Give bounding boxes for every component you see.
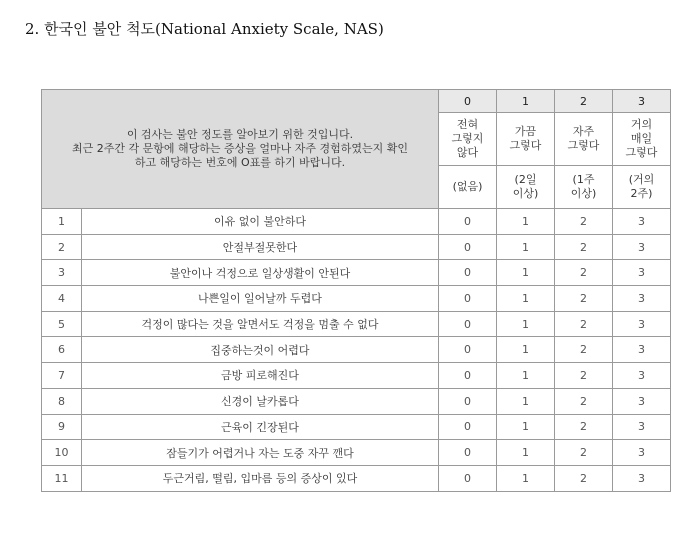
score-cell[interactable]: 0 [439,363,497,389]
item-number: 3 [42,260,82,286]
score-cell[interactable]: 2 [555,234,613,260]
table-row [42,414,671,440]
column-label-line: 매일 [630,132,653,145]
column-period-line: (1주 [572,173,595,186]
column-label [613,113,671,166]
score-cell[interactable]: 3 [613,337,671,363]
column-label-line: 그렇다 [567,139,600,152]
table-row [42,260,671,286]
item-number: 1 [42,209,82,235]
table-row [42,440,671,466]
column-label-line: 자주 [572,125,595,138]
column-code: 0 [439,90,497,113]
score-cell[interactable]: 2 [555,311,613,337]
column-label-line: 그렇다 [509,139,542,152]
item-number: 8 [42,388,82,414]
score-cell[interactable]: 0 [439,311,497,337]
score-cell[interactable]: 0 [439,209,497,235]
table-row [42,286,671,312]
column-period-line: (없음) [452,180,483,193]
column-period-line: 이상) [570,187,597,200]
instruction-line: 하고 해당하는 번호에 O표를 하기 바랍니다. [134,156,346,169]
document-title: 2. 한국인 불안 척도(National Anxiety Scale, NAS) [25,20,384,38]
score-cell[interactable]: 3 [613,311,671,337]
item-text: 안절부절못한다 [82,234,439,260]
score-cell[interactable]: 0 [439,234,497,260]
score-cell[interactable]: 1 [497,337,555,363]
score-cell[interactable]: 0 [439,465,497,491]
score-cell[interactable]: 2 [555,440,613,466]
column-label [555,113,613,166]
score-cell[interactable]: 3 [613,440,671,466]
instruction-line: 최근 2주간 각 문항에 해당하는 증상을 얼마나 자주 경험하였는지 확인 [72,142,408,155]
column-period [613,166,671,209]
table-row [42,465,671,491]
score-cell[interactable]: 0 [439,286,497,312]
item-text: 금방 피로해진다 [82,363,439,389]
instruction-line: 이 검사는 불안 정도를 알아보기 위한 것입니다. [126,128,354,141]
item-number: 11 [42,465,82,491]
score-cell[interactable]: 3 [613,234,671,260]
score-cell[interactable]: 1 [497,311,555,337]
score-cell[interactable]: 1 [497,209,555,235]
score-cell[interactable]: 2 [555,465,613,491]
score-cell[interactable]: 3 [613,260,671,286]
score-cell[interactable]: 3 [613,414,671,440]
score-cell[interactable]: 1 [497,440,555,466]
score-cell[interactable]: 2 [555,286,613,312]
score-cell[interactable]: 3 [613,363,671,389]
item-number: 6 [42,337,82,363]
score-cell[interactable]: 2 [555,209,613,235]
score-cell[interactable]: 0 [439,337,497,363]
item-text: 걱정이 많다는 것을 알면서도 걱정을 멈출 수 없다 [82,311,439,337]
column-period-line: (거의 [628,173,655,186]
item-number: 7 [42,363,82,389]
score-cell[interactable]: 0 [439,388,497,414]
item-text: 잠들기가 어렵거나 자는 도중 자꾸 깬다 [82,440,439,466]
column-label [497,113,555,166]
item-number: 9 [42,414,82,440]
column-label-line: 그렇지 [451,132,484,145]
header-row-codes [42,90,671,113]
score-cell[interactable]: 1 [497,260,555,286]
score-cell[interactable]: 0 [439,260,497,286]
item-text: 신경이 날카롭다 [82,388,439,414]
item-number: 2 [42,234,82,260]
item-text: 집중하는것이 어렵다 [82,337,439,363]
score-cell[interactable]: 0 [439,440,497,466]
item-number: 4 [42,286,82,312]
column-code: 1 [497,90,555,113]
instruction-cell [42,90,439,209]
table-row [42,388,671,414]
score-cell[interactable]: 2 [555,388,613,414]
column-period [555,166,613,209]
score-cell[interactable]: 2 [555,337,613,363]
table-row [42,363,671,389]
column-period-line: (2일 [514,173,537,186]
column-code: 3 [613,90,671,113]
score-cell[interactable]: 1 [497,286,555,312]
score-cell[interactable]: 1 [497,414,555,440]
column-label-line: 거의 [630,118,653,131]
item-text: 나쁜일이 일어날까 두렵다 [82,286,439,312]
column-period [497,166,555,209]
item-number: 10 [42,440,82,466]
column-label [439,113,497,166]
score-cell[interactable]: 0 [439,414,497,440]
score-cell[interactable]: 1 [497,388,555,414]
score-cell[interactable]: 2 [555,260,613,286]
column-label-line: 않다 [456,146,479,159]
column-code: 2 [555,90,613,113]
table-row [42,234,671,260]
score-cell[interactable]: 3 [613,286,671,312]
score-cell[interactable]: 3 [613,209,671,235]
column-period [439,166,497,209]
score-cell[interactable]: 3 [613,465,671,491]
item-number: 5 [42,311,82,337]
item-text: 이유 없이 불안하다 [82,209,439,235]
item-text: 두근거림, 떨림, 입마름 등의 증상이 있다 [82,465,439,491]
score-cell[interactable]: 1 [497,363,555,389]
score-cell[interactable]: 2 [555,414,613,440]
column-period-line: 이상) [512,187,539,200]
item-text: 근육이 긴장된다 [82,414,439,440]
column-label-line: 전혀 [456,118,479,131]
table-row [42,209,671,235]
anxiety-scale-table [41,89,671,492]
column-label-line: 그렇다 [625,146,658,159]
score-cell[interactable]: 1 [497,234,555,260]
table-row [42,311,671,337]
table-row [42,337,671,363]
score-cell[interactable]: 1 [497,465,555,491]
score-cell[interactable]: 2 [555,363,613,389]
item-text: 불안이나 걱정으로 일상생활이 안된다 [82,260,439,286]
column-label-line: 가끔 [514,125,537,138]
column-period-line: 2주) [630,187,653,200]
score-cell[interactable]: 3 [613,388,671,414]
